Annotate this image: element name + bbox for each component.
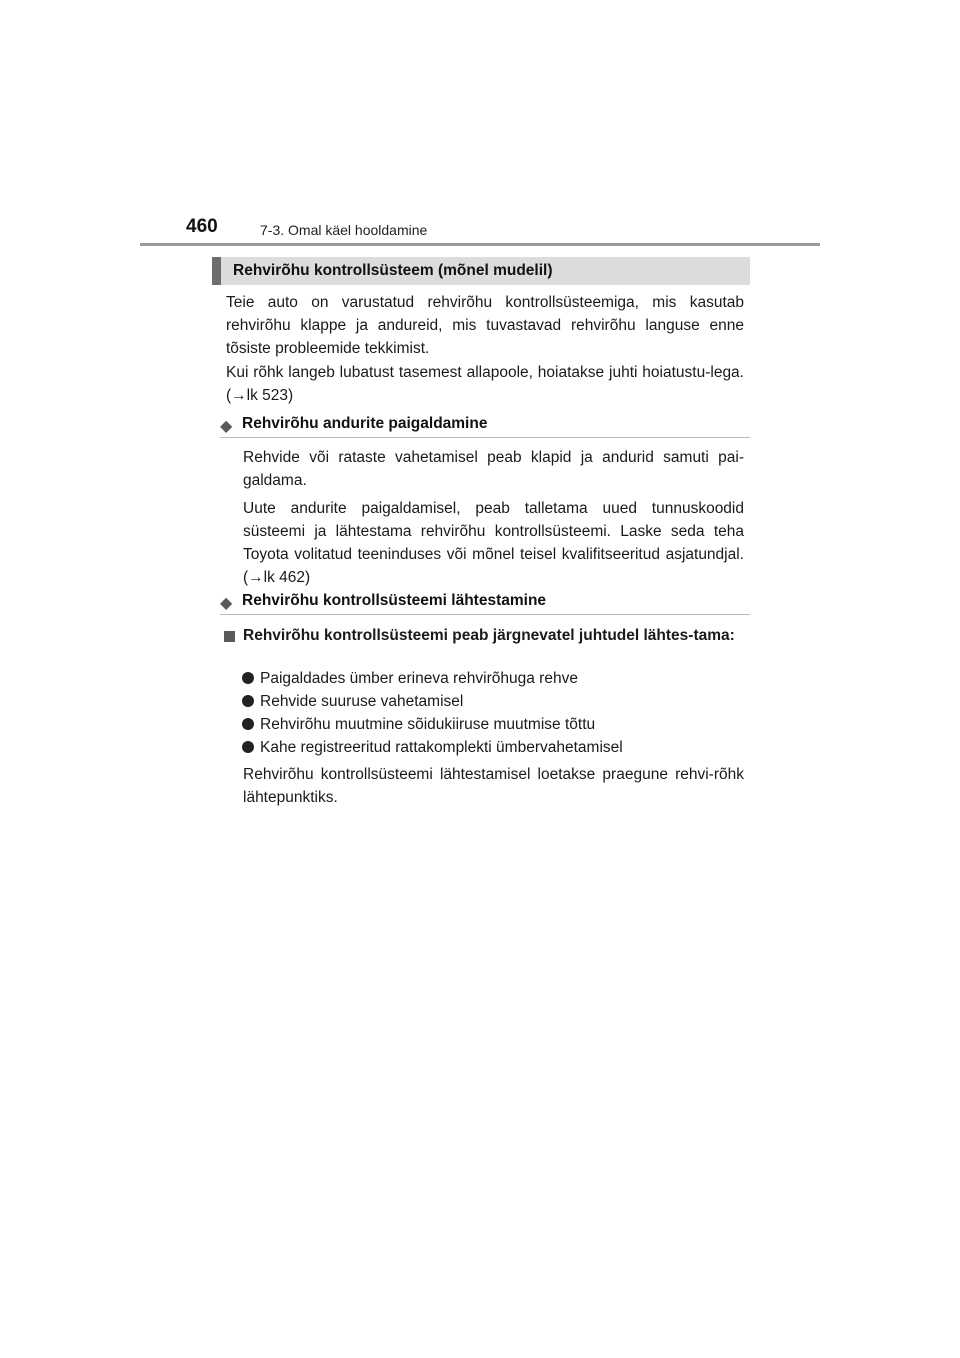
subsection-title: Rehvirõhu andurite paigaldamine — [242, 415, 488, 432]
reset-lead: Rehvirõhu kontrollsüsteemi peab järgnevatel juhtudel lähtes-tama: — [243, 627, 735, 644]
list-item: Rehvirõhu muutmine sõidukiiruse muutmise tõttu — [242, 713, 595, 736]
list-item: Kahe registreeritud rattakomplekti ümbervahetamisel — [242, 736, 623, 759]
section-title: Rehvirõhu kontrollsüsteem (mõnel mudelil) — [233, 262, 553, 279]
subsection-reset — [220, 590, 750, 615]
page-number: 460 — [186, 216, 218, 237]
warning-paragraph: Kui rõhk langeb lubatust tasemest allapoole, hoiatakse juhti hoiatustu-lega. (→lk 523) — [226, 364, 744, 404]
subsection-sensor-install — [220, 413, 750, 438]
diamond-icon: ◆ — [220, 595, 233, 612]
bullet-dot-icon — [242, 741, 254, 753]
subsection-title: Rehvirõhu kontrollsüsteemi lähtestamine — [242, 592, 547, 609]
sensor-paragraph-2: Uute andurite paigaldamisel, peab talletama uued tunnuskoodid süsteemi ja lähtestama rehvirõhu kontrollsüsteemi. Laske seda teha Toyota volitatud teeninduses või mõnel teisel kvalifitseeritud asjatundjal. (→lk 462) — [243, 500, 744, 586]
diamond-icon: ◆ — [220, 418, 233, 435]
running-head: 7-3. Omal käel hooldamine — [260, 222, 428, 238]
square-bullet-icon — [224, 631, 235, 642]
section-title-bar — [212, 257, 750, 285]
bullet-dot-icon — [242, 695, 254, 707]
list-item: Paigaldades ümber erineva rehvirõhuga rehve — [242, 667, 578, 690]
bullet-dot-icon — [242, 672, 254, 684]
intro-paragraph: Teie auto on varustatud rehvirõhu kontrollsüsteemiga, mis kasutab rehvirõhu klappe ja andureid, mis tuvastavad rehvirõhu languse enne tõsiste probleemide tekkimist. — [226, 294, 744, 357]
sensor-paragraph-1: Rehvide või rataste vahetamisel peab klapid ja andurid samuti pai-galdama. — [243, 449, 744, 489]
bullet-dot-icon — [242, 718, 254, 730]
list-item: Rehvide suuruse vahetamisel — [242, 690, 463, 713]
reset-closing-paragraph: Rehvirõhu kontrollsüsteemi lähtestamisel loetakse praegune rehvi-rõhk lähtepunktiks. — [243, 766, 744, 806]
header-rule — [140, 243, 820, 246]
